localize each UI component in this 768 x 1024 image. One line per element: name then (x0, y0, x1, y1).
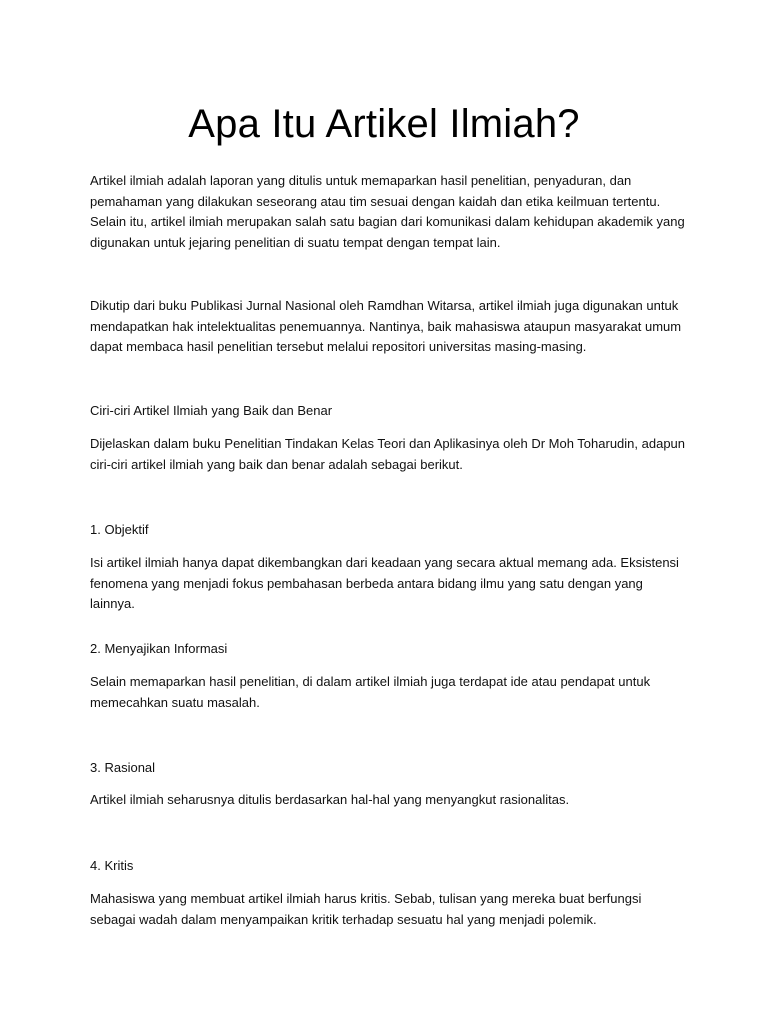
paragraph-menyajikan-informasi: Selain memaparkan hasil penelitian, di dalam artikel ilmiah juga terdapat ide atau pendapat untuk memecahkan suatu masalah. (90, 674, 651, 710)
paragraph-characteristics-intro: Dijelaskan dalam buku Penelitian Tindakan Kelas Teori dan Aplikasinya oleh Dr Moh Toharudin, adapun ciri-ciri artikel ilmiah yang baik dan benar adalah sebagai berikut. (90, 436, 686, 472)
item-heading-menyajikan-informasi: 2. Menyajikan Informasi (90, 641, 228, 656)
section-heading-characteristics: Ciri-ciri Artikel Ilmiah yang Baik dan Benar (90, 403, 333, 418)
paragraph-citation: Dikutip dari buku Publikasi Jurnal Nasional oleh Ramdhan Witarsa, artikel ilmiah juga digunakan untuk mendapatkan hak intelektualitas penemuannya. Nantinya, baik mahasiswa ataupun masyarakat umum dapat membaca hasil penelitian tersebut melalui repositori universitas masing-masing. (90, 298, 682, 354)
paragraph-rasional: Artikel ilmiah seharusnya ditulis berdasarkan hal-hal yang menyangkut rasionalitas. (90, 792, 570, 807)
paragraph-objektif: Isi artikel ilmiah hanya dapat dikembangkan dari keadaan yang secara aktual memang ada. Eksistensi fenomena yang menjadi fokus pembahasan berbeda antara bidang ilmu yang satu dengan yang lainnya. (90, 555, 679, 611)
paragraph-definition: Artikel ilmiah adalah laporan yang ditulis untuk memaparkan hasil penelitian, penyaduran, dan pemahaman yang dilakukan seseorang atau tim sesuai dengan kaidah dan etika keilmuan tertentu. Selain itu, artikel ilmiah merupakan salah satu bagian dari komunikasi dalam kehidupan akademik yang digunakan untuk jejaring penelitian di suatu tempat dengan tempat lain. (90, 173, 685, 250)
paragraph-kritis: Mahasiswa yang membuat artikel ilmiah harus kritis. Sebab, tulisan yang mereka buat berfungsi sebagai wadah dalam menyampaikan kritik terhadap sesuatu hal yang menjadi polemik. (90, 891, 642, 927)
page-title: Apa Itu Artikel Ilmiah? (188, 102, 580, 146)
item-heading-rasional: 3. Rasional (90, 760, 156, 775)
item-heading-objektif: 1. Objektif (90, 522, 149, 537)
item-heading-kritis: 4. Kritis (90, 858, 134, 873)
